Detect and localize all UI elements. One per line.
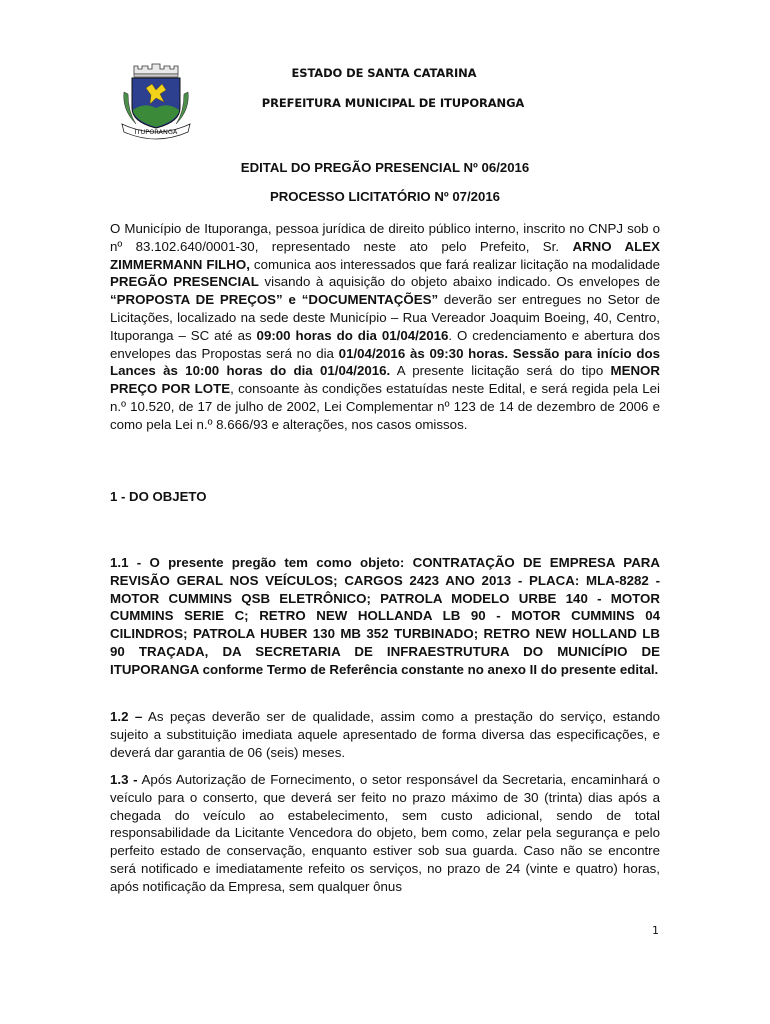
prefecture-header: PREFEITURA MUNICIPAL DE ITUPORANGA (261, 96, 525, 110)
processo-title: PROCESSO LICITATÓRIO Nº 07/2016 (269, 189, 501, 204)
item-label: 1.2 – (110, 709, 143, 724)
modality: PREGÃO PRESENCIAL (110, 274, 259, 290)
envelope-names: “PROPOSTA DE PREÇOS” e “DOCUMENTAÇÕES” (110, 292, 439, 308)
intro-text: deverão ser entregues no Setor de Licitações, localizado na sede deste Município – Rua Vereador Joaquim Boeing, 40, Centro, Ituporanga – SC até as (110, 292, 660, 343)
item-text: Após Autorização de Fornecimento, o setor responsável da Secretaria, encaminhará o veículo para o conserto, que deverá ser feito no prazo máximo de 30 (trinta) dias após a chegada do veículo ao estabelecimento, sem custo adicional, sendo de total responsabilidade da Licitante Vencedora do objeto, bem como, zelar pela segurança e pelo perfeito estado de conservação, enquanto estiver sob sua guarda. Caso não se encontre será notificado e imediatamente refeito os serviços, no prazo de 24 (vinte e quatro) horas, após notificação da Empresa, sem qualquer ônus (110, 772, 661, 894)
item-1-2 (110, 708, 660, 761)
intro-text: O Município de Ituporanga, pessoa jurídica de direito público interno, inscrito no CNPJ sob o nº 83.102.640/0001-30, representado neste ato pelo Prefeito, Sr. (110, 221, 660, 254)
intro-paragraph (110, 220, 660, 434)
section-heading: 1 - DO OBJETO (110, 489, 207, 504)
intro-text: visando à aquisição do objeto abaixo indicado. Os envelopes de (258, 274, 660, 290)
item-label: 1.3 - (110, 772, 138, 787)
intro-text: , consoante às condições estatuídas neste Edital, e será regida pela Lei n.º 10.520, de 17 de julho de 2002, Lei Complementar nº 123 de 14 de dezembro de 2006 e como pela Lei n.º 8.666/93 e alterações, nos casos omissos. (110, 381, 661, 432)
intro-text: . O credenciamento e abertura dos envelopes das Propostas será no dia (110, 327, 660, 361)
item-1-1: 1.1 - O presente pregão tem como objeto: CONTRATAÇÃO DE EMPRESA PARA REVISÃO GERAL NOS VEÍCULOS; CARGOS 2423 ANO 2013 - PLACA: MLA-8282 - MOTOR CUMMINS QSB ELETRÔNICO; PATROLA MODELO URBE 140 - MOTOR CUMMINS SERIE C; RETRO NEW HOLLANDA LB 90 - MOTOR CUMMINS 04 CILINDROS; PATROLA HUBER 130 MB 352 TURBINADO; RETRO NEW HOLLAND LB 90 TRAÇADA, DA SECRETARIA DE INFRAESTRUTURA DO MUNICÍPIO DE ITUPORANGA conforme Termo de Referência constante no anexo II do presente edital. (110, 555, 660, 677)
edital-title: EDITAL DO PREGÃO PRESENCIAL Nº 06/2016 (240, 160, 530, 175)
page-number: 1 (652, 924, 659, 937)
item-text: As peças deverão ser de qualidade, assim como a prestação do serviço, estando sujeito a substituição imediata aquele apresentado de forma diversa das especificações, e deverá dar garantia de 06 (seis) meses. (110, 709, 660, 760)
mayor-name: ARNO ALEX ZIMMERMANN FILHO, (110, 238, 660, 272)
crest-label: ITUPORANGA (134, 128, 178, 136)
state-header: ESTADO DE SANTA CATARINA (291, 66, 477, 80)
intro-text: A presente licitação será do tipo (390, 363, 611, 379)
session-schedule: 01/04/2016 às 09:30 horas. Sessão para início dos Lances às 10:00 horas do dia 01/04/2016. (110, 345, 660, 379)
intro-text: comunica aos interessados que fará realizar licitação na modalidade (249, 256, 660, 272)
item-1-3 (110, 771, 660, 896)
delivery-deadline: 09:00 horas do dia 01/04/2016 (256, 327, 449, 343)
bid-type: MENOR PREÇO POR LOTE (110, 363, 660, 397)
